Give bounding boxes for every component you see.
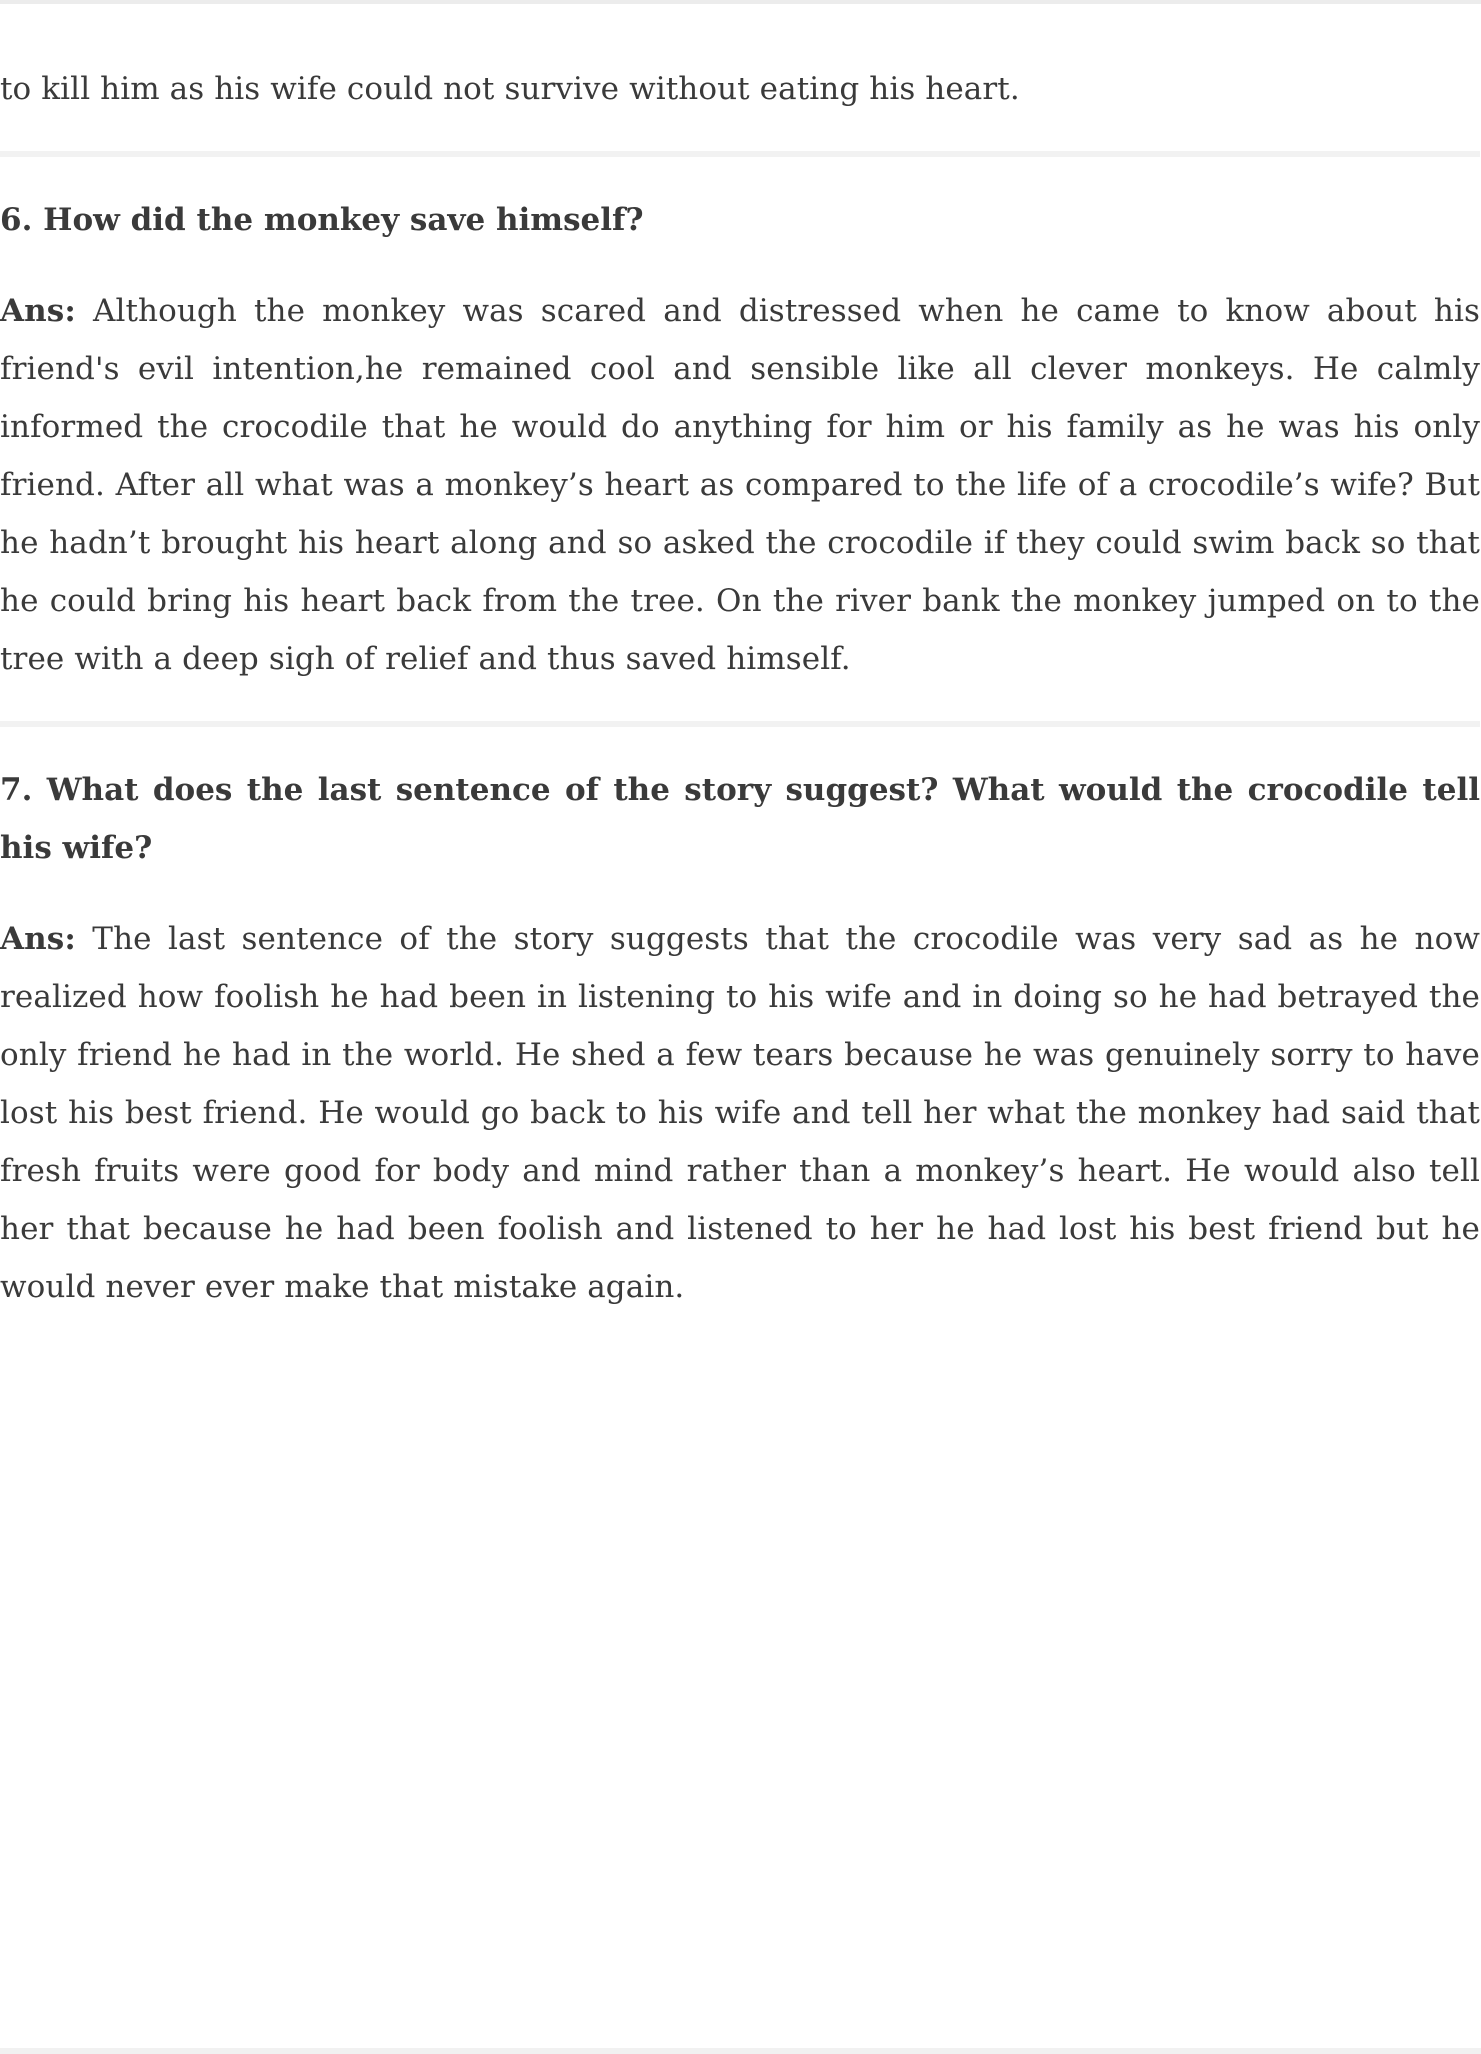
document-body <box>0 60 1480 1316</box>
section-divider <box>0 721 1480 727</box>
answer-7 <box>0 910 1480 1316</box>
answer-6 <box>0 282 1480 688</box>
answer-label: Ans: <box>0 293 76 329</box>
question-6: 6. How did the monkey save himself? <box>0 202 644 238</box>
answer-6-text: Although the monkey was scared and distressed when he came to know about his friend's evil intention,he remained cool and sensible like all clever monkeys. He calmly informed the crocodile that he would do anything for him or his family as he was his only friend. After all what was a monkey’s heart as compared to the life of a crocodile’s wife? But he hadn’t brought his heart along and so asked the crocodile if they could swim back so that he could bring his heart back from the tree. On the river bank the monkey jumped on to the tree with a deep sigh of relief and thus saved himself. <box>0 293 1480 677</box>
carryover-text: to kill him as his wife could not survive without eating his heart. <box>0 71 1020 107</box>
bottom-divider <box>0 2048 1481 2054</box>
spacer <box>0 877 1480 910</box>
spacer <box>0 249 1480 282</box>
answer-label: Ans: <box>0 921 76 957</box>
section-divider <box>0 151 1480 157</box>
question-7: 7. What does the last sentence of the story suggest? What would the crocodile tell his wife? <box>0 772 1480 866</box>
top-divider <box>0 0 1481 4</box>
answer-7-text: The last sentence of the story suggests that the crocodile was very sad as he now realized how foolish he had been in listening to his wife and in doing so he had betrayed the only friend he had in the world. He shed a few tears because he was genuinely sorry to have lost his best friend. He would go back to his wife and tell her what the monkey had said that fresh fruits were good for body and mind rather than a monkey’s heart. He would also tell her that because he had been foolish and listened to her he had lost his best friend but he would never ever make that mistake again. <box>0 921 1480 1305</box>
